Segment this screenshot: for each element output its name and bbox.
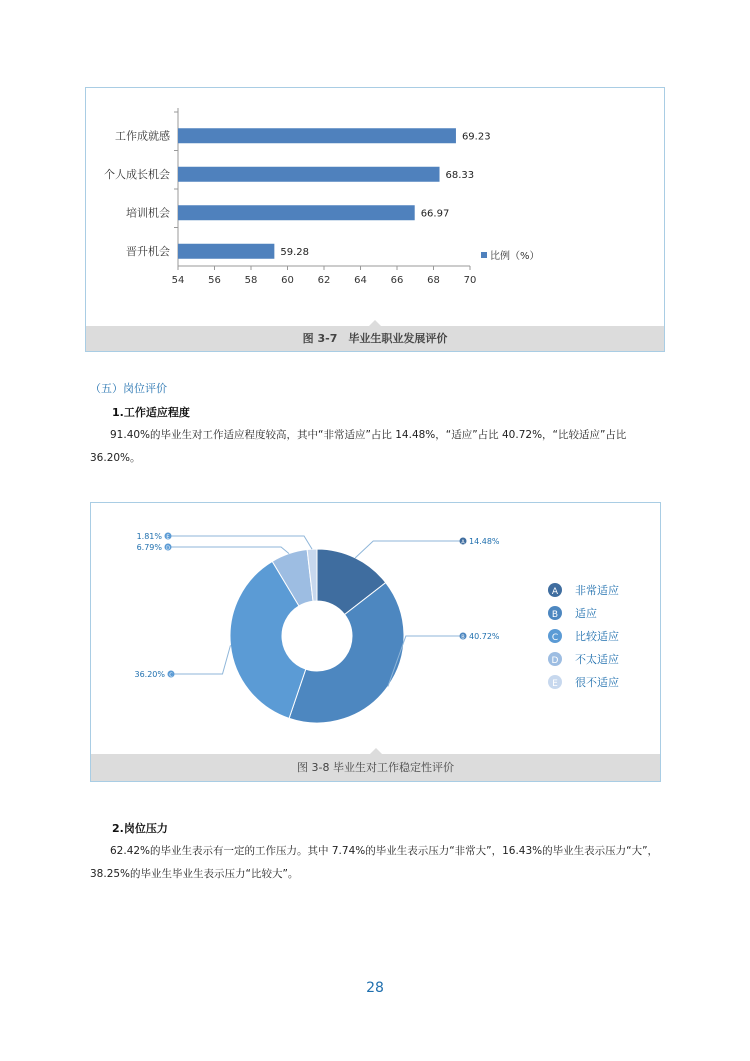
bar [178,167,440,182]
legend-label: 适应 [575,607,597,620]
callout-line [171,645,230,674]
bar [178,128,456,143]
slice-value-label: 40.72% [469,632,500,641]
category-label: 晋升机会 [126,244,170,258]
category-label: 个人成长机会 [104,167,170,181]
bar-legend [481,249,540,262]
bar-chart [86,88,664,328]
category-label: 培训机会 [126,206,170,220]
x-tick-label: 64 [354,275,367,286]
legend-letter: D [551,656,559,666]
callout-letter: D [166,545,170,552]
callout-letter: B [461,634,465,641]
x-tick-label: 60 [281,275,294,286]
x-tick-label: 58 [244,275,258,286]
page-number: 28 [366,980,384,996]
legend-label: 不太适应 [575,653,619,666]
legend-letter: A [551,587,559,597]
bar [178,244,274,259]
figure-caption [91,754,660,781]
x-tick-label: 62 [317,275,331,286]
x-tick-label: 54 [171,275,185,286]
bar-value-label: 68.33 [445,169,475,181]
category-label: 工作成就感 [115,129,170,143]
callout-letter: A [461,539,465,546]
paragraph: 91.40%的毕业生对工作适应程度较高，其中“非常适应”占比 14.48%，“适应”占比 40.72%，“比较适应”占比 36.20%。 [90,429,627,464]
bar-value-label: 59.28 [280,246,310,258]
donut-chart [91,503,660,758]
callout-letter: C [169,672,173,679]
callout-line [355,541,463,558]
legend-letter: C [551,633,559,643]
section-title: （五）岗位评价 [90,382,167,395]
x-tick-label: 68 [427,275,440,286]
paragraph: 62.42%的毕业生表示有一定的工作压力。其中 7.74%的毕业生表示压力“非常大”，16.43%的毕业生表示压力“大”，38.25%的毕业生毕业生表示压力“比较大”。 [90,845,659,880]
subsection-title: 1.工作适应程度 [112,406,190,419]
figure-caption-text: 图 3-7 毕业生职业发展评价 [302,332,448,345]
callout-line [168,547,289,554]
bar-value-label: 69.23 [461,131,491,143]
x-tick-label: 66 [390,275,404,286]
legend-label: 比较适应 [575,630,619,643]
slice-value-label: 14.48% [469,537,500,546]
bar [178,205,415,220]
slice-value-label: 6.79% [136,543,162,552]
figure-caption [86,326,664,351]
legend-letter: B [551,610,559,620]
x-tick-label: 56 [208,275,221,286]
slice-value-label: 36.20% [134,670,165,679]
legend-swatch [481,252,487,258]
figure-3-7 [85,87,665,352]
slice-value-label: 1.81% [136,532,162,541]
legend-label: 比例（%） [490,251,540,262]
legend-label: 很不适应 [575,676,619,689]
bar-value-label: 66.97 [420,208,450,220]
figure-caption-text: 图 3-8 毕业生对工作稳定性评价 [297,761,454,774]
legend-letter: E [552,679,558,689]
callout-letter: E [166,534,170,541]
figure-3-8 [90,502,661,782]
subsection-title: 2.岗位压力 [112,822,168,835]
legend-label: 非常适应 [575,584,619,597]
x-tick-label: 70 [463,275,477,286]
